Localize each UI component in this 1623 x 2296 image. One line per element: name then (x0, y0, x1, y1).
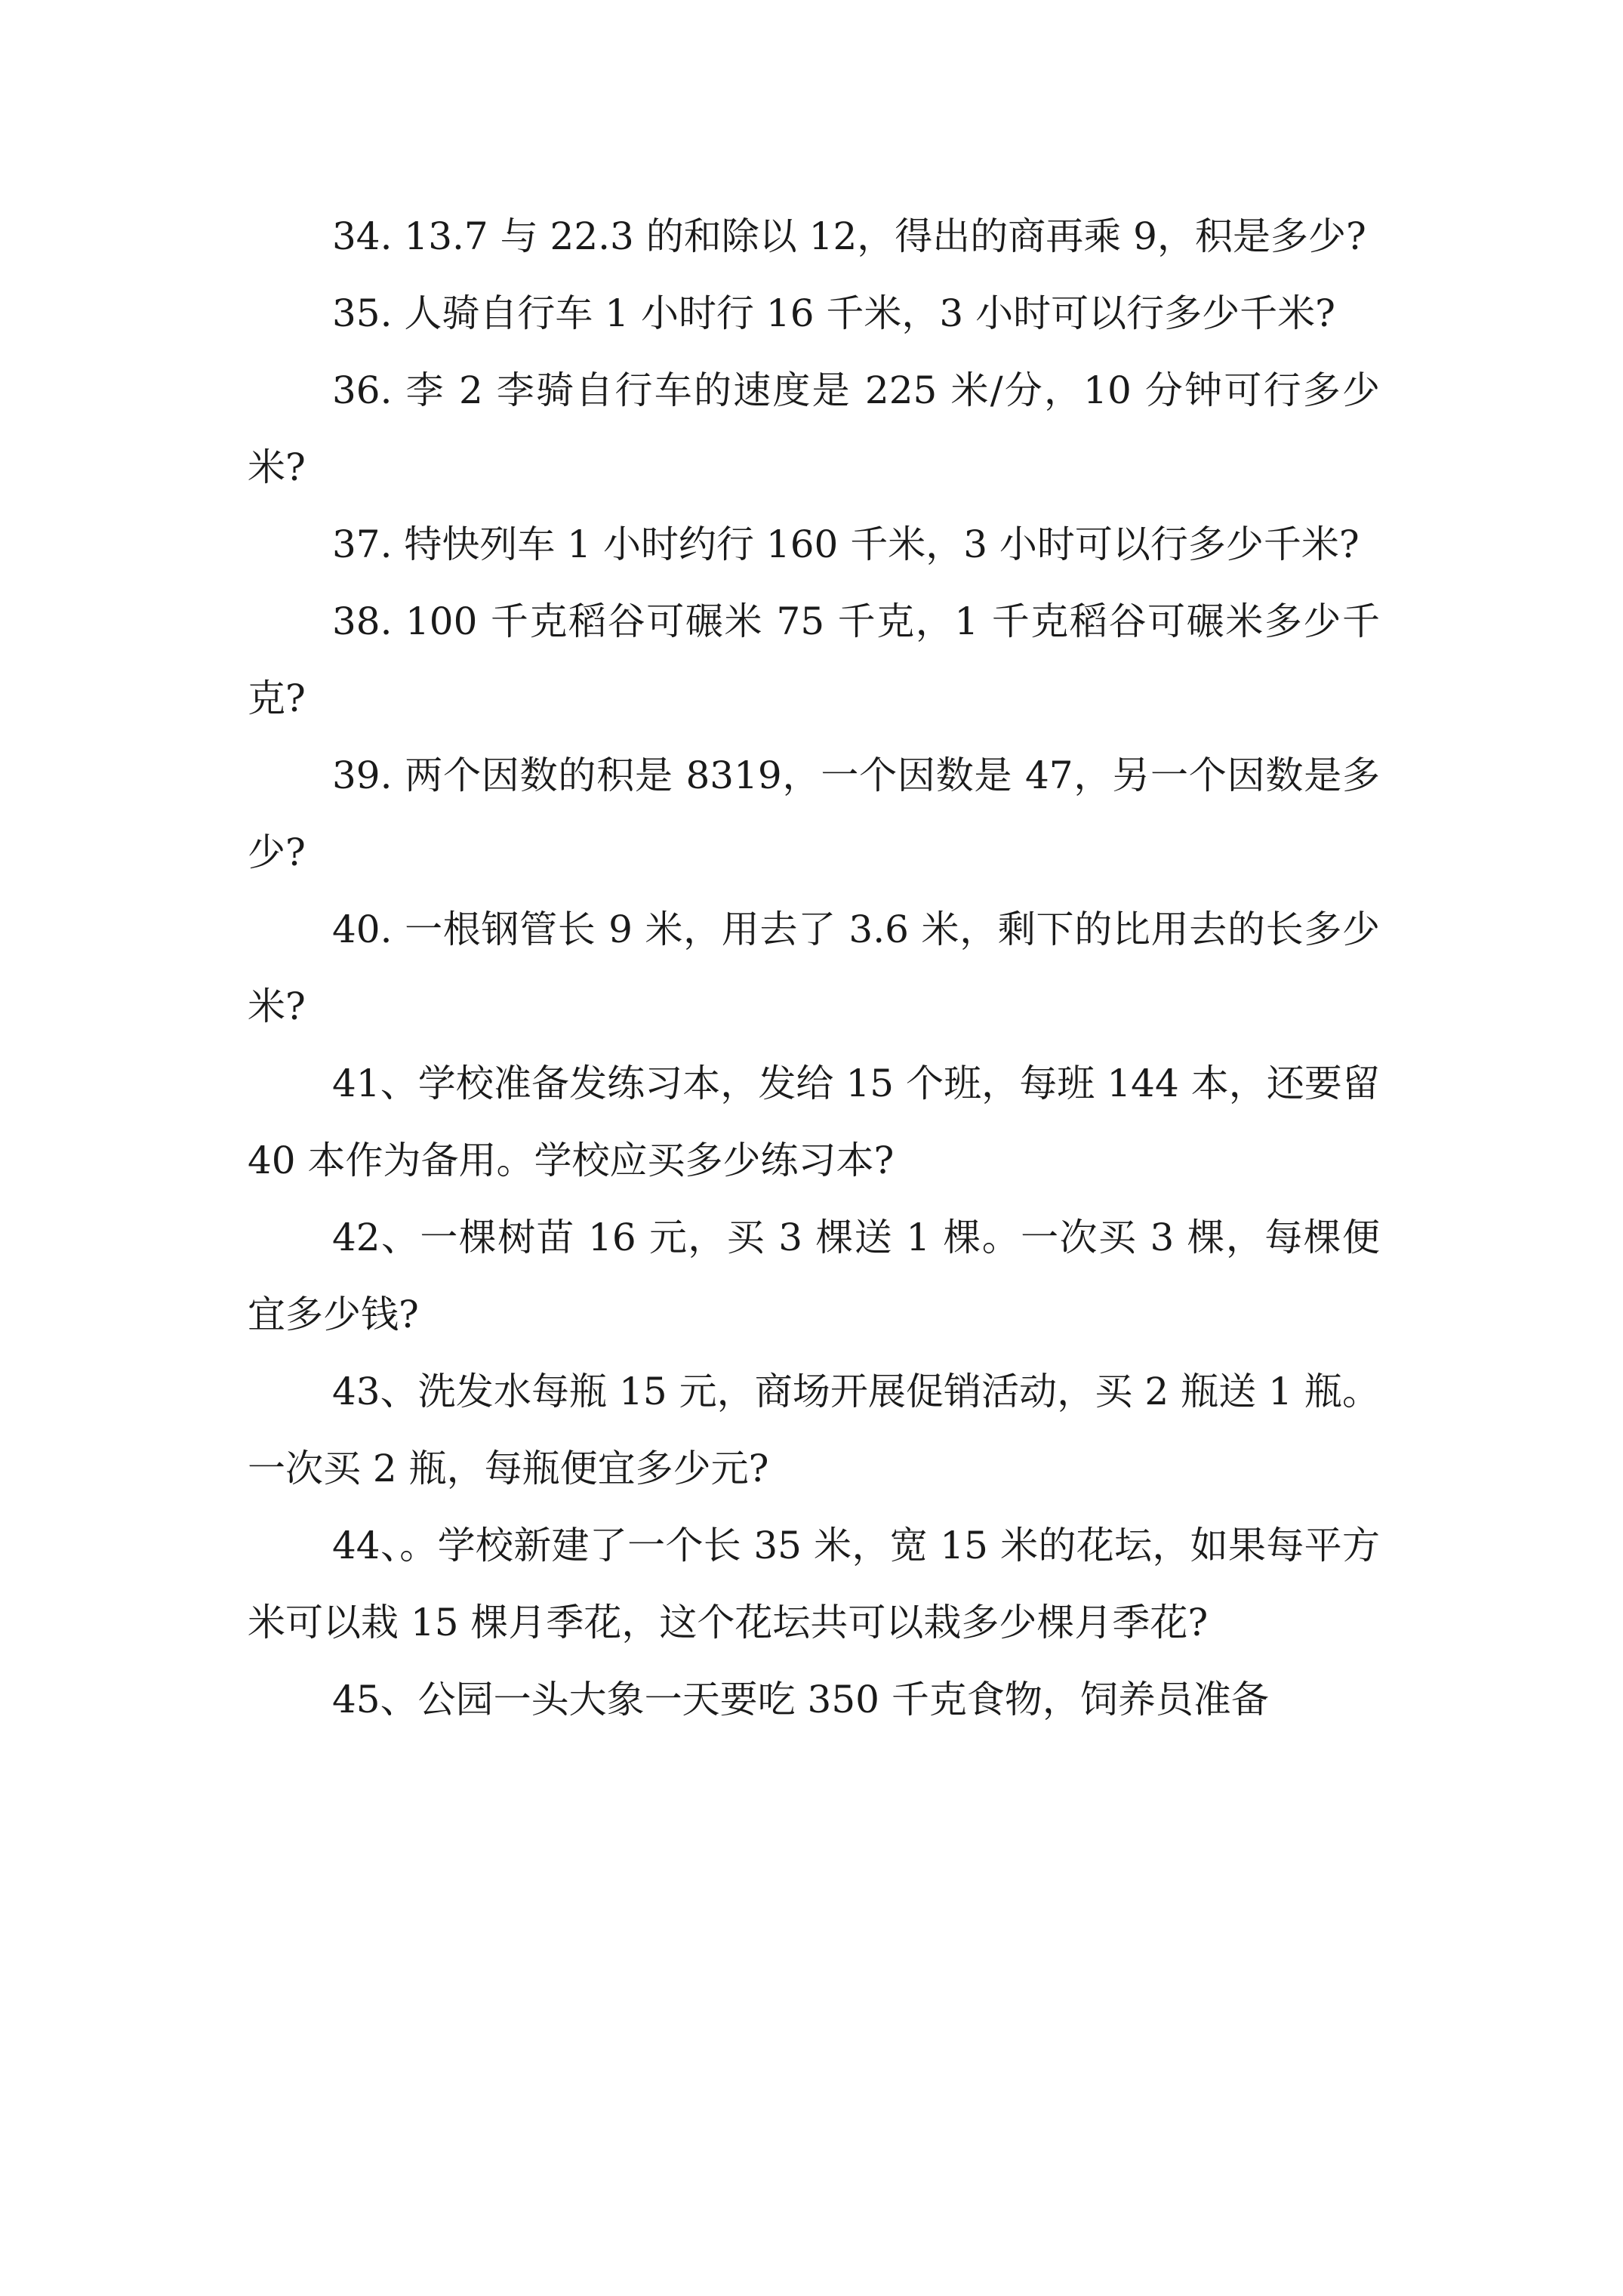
problem-38: 38. 100 千克稻谷可碾米 75 千克，1 千克稻谷可碾米多少千克? (248, 599, 1380, 720)
problem-43: 43、洗发水每瓶 15 元，商场开展促销活动，买 2 瓶送 1 瓶。一次买 2 瓶，每瓶便宜多少元? (248, 1370, 1380, 1490)
problem-39: 39. 两个因数的积是 8319，一个因数是 47，另一个因数是多少? (248, 754, 1380, 874)
problem-42: 42、一棵树苗 16 元，买 3 棵送 1 棵。一次买 3 棵，每棵便宜多少钱? (248, 1216, 1380, 1336)
problem-41: 41、学校准备发练习本，发给 15 个班，每班 144 本，还要留 40 本作为备用。学校应买多少练习本? (248, 1062, 1380, 1182)
problem-36: 36. 李 2 李骑自行车的速度是 225 米/分，10 分钟可行多少米? (248, 368, 1380, 489)
problem-44: 44、。学校新建了一个长 35 米，宽 15 米的花坛，如果每平方米可以栽 15 棵月季花，这个花坛共可以栽多少棵月季花? (248, 1524, 1380, 1644)
problem-40: 40. 一根钢管长 9 米，用去了 3.6 米，剩下的比用去的长多少米? (248, 908, 1380, 1028)
problem-45: 45、公园一头大象一天要吃 350 千克食物，饲养员准备 (332, 1678, 1269, 1721)
problem-34: 34. 13.7 与 22.3 的和除以 12，得出的商再乘 9，积是多少? (332, 214, 1366, 258)
problem-35: 35. 人骑自行车 1 小时行 16 千米，3 小时可以行多少千米? (332, 291, 1335, 335)
problem-list (248, 198, 1380, 1738)
problem-37: 37. 特快列车 1 小时约行 160 千米，3 小时可以行多少千米? (332, 522, 1360, 566)
